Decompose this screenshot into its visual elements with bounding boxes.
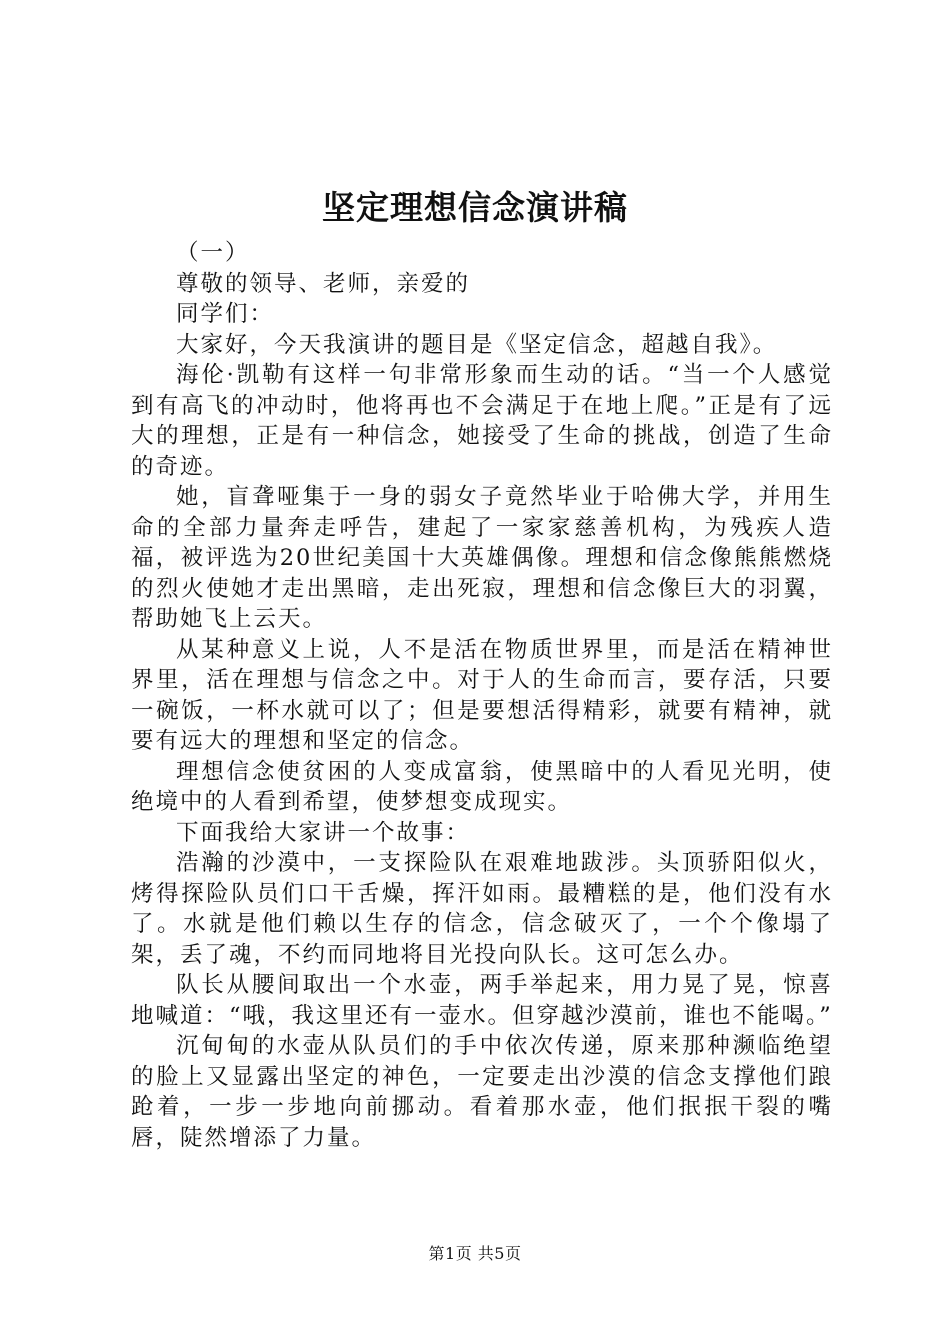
paragraph-story-intro: 下面我给大家讲一个故事：: [176, 819, 471, 846]
paragraph-water-passed: 沉甸甸的水壶从队员们的手中依次传递，原来那种濒临绝望的脸上又显露出坚定的神色，一定要走出沙漠的信念支撑他们踉跄着，一步一步地向前挪动。看着那水壶，他们抿抿干裂的嘴唇，陡然增添了力量。: [131, 1033, 833, 1151]
document-title: 坚定理想信念演讲稿: [322, 188, 628, 227]
paragraph-spiritual-world: 从某种意义上说，人不是活在物质世界里，而是活在精神世界里，活在理想与信念之中。对于人的生命而言，要存活，只要一碗饭，一杯水就可以了；但是要想活得精彩，就要有精神，就要有远大的理想和坚定的信念。: [131, 636, 833, 754]
paragraph-captain-water: 队长从腰间取出一个水壶，两手举起来，用力晃了晃，惊喜地喊道：“哦，我这里还有一壶水。但穿越沙漠前，谁也不能喝。”: [131, 972, 833, 1029]
paragraph-section-marker: （一）: [176, 240, 250, 266]
paragraph-salutation: 尊敬的领导、老师，亲爱的: [176, 270, 471, 297]
document-body: [131, 238, 833, 1153]
page-footer: 第1页 共5页: [428, 1244, 522, 1263]
paragraph-desert-story: 浩瀚的沙漠中，一支探险队在艰难地跋涉。头顶骄阳似火，烤得探险队员们口干舌燥，挥汗如雨。最糟糕的是，他们没有水了。水就是他们赖以生存的信念，信念破灭了，一个个像塌了架，丢了魂，不约而同地将目光投向队长。这可怎么办。: [131, 850, 833, 968]
paragraph-helen-keller-quote: 海伦·凯勒有这样一句非常形象而生动的话。“当一个人感觉到有高飞的冲动时，他将再也不会满足于在地上爬。”正是有了远大的理想，正是有一种信念，她接受了生命的挑战，创造了生命的奇迹。: [131, 362, 833, 480]
paragraph-power-of-belief: 理想信念使贫困的人变成富翁，使黑暗中的人看见光明，使绝境中的人看到希望，使梦想变成现实。: [131, 758, 833, 815]
paragraph-helen-keller-story: 她，盲聋哑集于一身的弱女子竟然毕业于哈佛大学，并用生命的全部力量奔走呼告，建起了一家家慈善机构，为残疾人造福，被评选为20世纪美国十大英雄偶像。理想和信念像熊熊燃烧的烈火使她才走出黑暗，走出死寂，理想和信念像巨大的羽翼，帮助她飞上云天。: [131, 484, 833, 632]
paragraph-salutation-cont: 同学们：: [176, 301, 275, 327]
paragraph-greeting: 大家好，今天我演讲的题目是《坚定信念，超越自我》。: [176, 331, 778, 358]
